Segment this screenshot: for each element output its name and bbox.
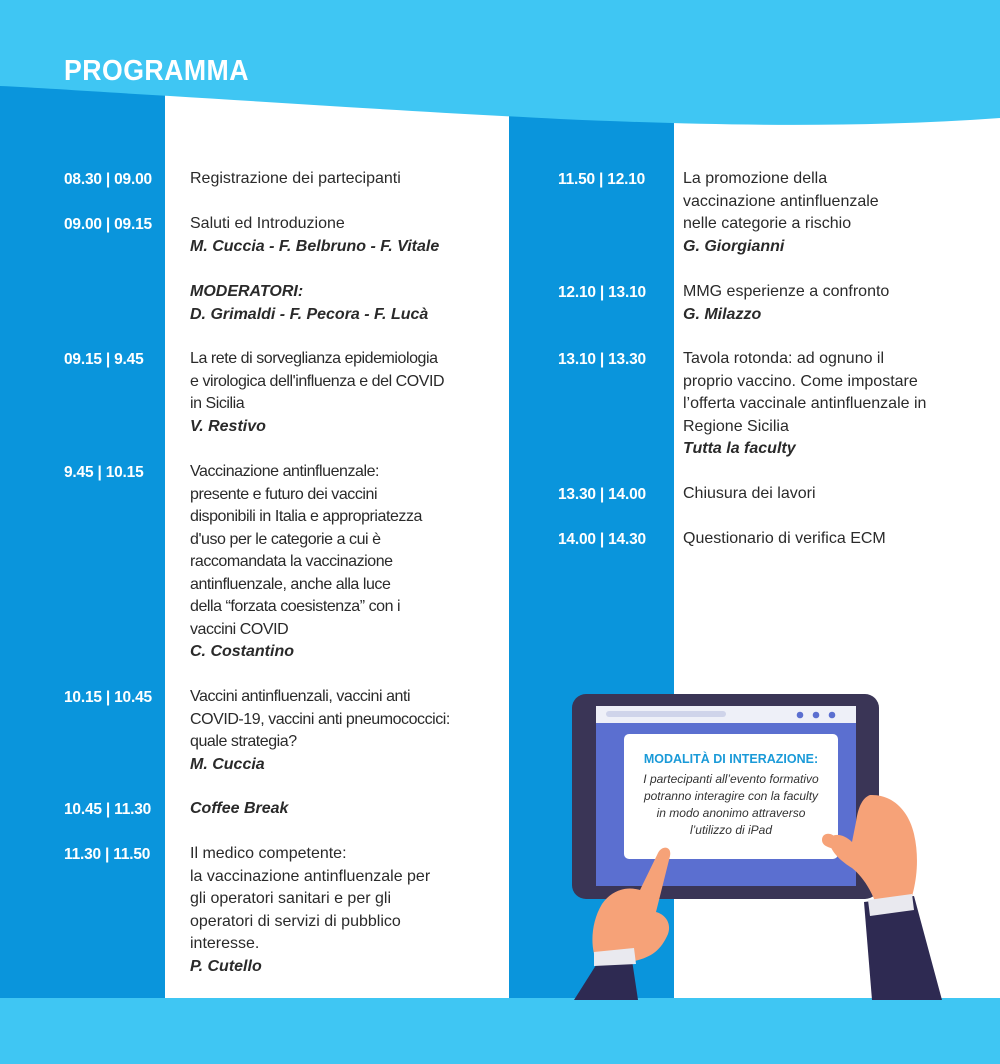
schedule-item	[190, 168, 401, 191]
schedule-item	[190, 686, 450, 776]
schedule-item	[683, 348, 926, 461]
footer-band	[0, 998, 1000, 1064]
schedule-item	[190, 461, 422, 664]
item-text: Saluti ed Introduzione	[190, 215, 345, 232]
item-text: d'uso per le categorie a cui è	[190, 530, 381, 548]
speaker-name: V. Restivo	[190, 417, 266, 435]
item-text: e virologica dell'influenza e del COVID	[190, 372, 445, 390]
speaker-name: M. Cuccia	[190, 755, 265, 773]
time-slot: 10.45 | 11.30	[64, 801, 152, 818]
moderators-names: D. Grimaldi - F. Pecora - F. Lucà	[190, 305, 429, 323]
callout-text	[620, 771, 842, 839]
schedule-item	[190, 798, 288, 821]
schedule-item	[190, 213, 439, 258]
time-slot: 08.30 | 09.00	[64, 171, 152, 188]
item-text: Il medico competente:	[190, 845, 347, 862]
callout-line: in modo anonimo attraverso	[656, 806, 806, 820]
schedule-item	[683, 168, 879, 258]
item-text: quale strategia?	[190, 733, 297, 750]
time-slot: 12.10 | 13.10	[558, 284, 646, 301]
speaker-name: Tutta la faculty	[683, 440, 796, 457]
moderators-block	[190, 281, 428, 326]
speaker-name: C. Costantino	[190, 643, 294, 660]
schedule-item	[190, 348, 444, 438]
callout-heading: MODALITÀ DI INTERAZIONE:	[643, 752, 819, 766]
item-text: nelle categorie a rischio	[683, 215, 852, 232]
speaker-name: G. Giorgianni	[683, 237, 785, 255]
coffee-break-label: Coffee Break	[190, 800, 289, 817]
callout-line: potranno interagire con la faculty	[643, 789, 819, 803]
item-text: MMG esperienze a confronto	[683, 283, 890, 300]
item-text: vaccinazione antinfluenzale	[683, 192, 879, 210]
speaker-name: M. Cuccia - F. Belbruno - F. Vitale	[190, 237, 440, 255]
item-text: disponibili in Italia e appropriatezza	[190, 508, 422, 525]
schedule-item	[683, 528, 886, 551]
time-slot: 11.30 | 11.50	[64, 846, 151, 863]
item-text: proprio vaccino. Come impostare	[683, 372, 918, 390]
time-slot: 13.30 | 14.00	[558, 486, 646, 503]
time-slot: 10.15 | 10.45	[64, 689, 152, 706]
item-text: Registrazione dei partecipanti	[190, 170, 401, 187]
time-slot: 14.00 | 14.30	[558, 531, 646, 548]
time-slot: 9.45 | 10.15	[64, 464, 144, 481]
item-text: in Sicilia	[190, 395, 245, 412]
left-time-column	[0, 0, 165, 1064]
item-text: gli operatori sanitari e per gli	[190, 890, 391, 907]
schedule-item	[683, 483, 816, 506]
item-text: vaccini COVID	[190, 620, 289, 638]
item-text: COVID-19, vaccini anti pneumococcici:	[190, 710, 450, 728]
speaker-name: P. Cutello	[190, 957, 262, 975]
item-text: presente e futuro dei vaccini	[190, 485, 378, 503]
callout-line: I partecipanti all’evento formativo	[643, 772, 819, 786]
item-text: Questionario di verifica ECM	[683, 530, 886, 547]
page-title: PROGRAMMA	[64, 55, 249, 87]
time-slot: 13.10 | 13.30	[558, 351, 646, 368]
time-slot: 11.50 | 12.10	[558, 171, 646, 188]
item-text: operatori di servizi di pubblico	[190, 912, 401, 930]
schedule-item	[683, 281, 889, 326]
item-text: della “forzata coesistenza” con i	[190, 598, 401, 615]
item-text: la vaccinazione antinfluenzale per	[190, 867, 431, 885]
item-text: interesse.	[190, 935, 260, 952]
time-slot: 09.15 | 9.45	[64, 351, 144, 368]
item-text: Tavola rotonda: ad ognuno il	[683, 350, 885, 367]
callout-line: l’utilizzo di iPad	[689, 823, 773, 837]
schedule-item	[190, 843, 430, 978]
speaker-name: G. Milazzo	[683, 305, 762, 323]
item-text: l’offerta vaccinale antinfluenzale in	[683, 395, 927, 412]
item-text: antinfluenzale, anche alla luce	[190, 575, 391, 593]
moderators-label: MODERATORI:	[190, 283, 304, 300]
time-slot: 09.00 | 09.15	[64, 216, 152, 233]
item-text: Regione Sicilia	[683, 417, 789, 435]
tablet-illustration	[560, 690, 980, 1000]
item-text: raccomandata la vaccinazione	[190, 553, 393, 570]
item-text: La rete di sorveglianza epidemiologia	[190, 350, 438, 367]
item-text: Vaccini antinfluenzali, vaccini anti	[190, 688, 411, 705]
item-text: La promozione della	[683, 170, 828, 187]
item-text: Chiusura dei lavori	[683, 485, 816, 502]
item-text: Vaccinazione antinfluenzale:	[190, 463, 380, 480]
